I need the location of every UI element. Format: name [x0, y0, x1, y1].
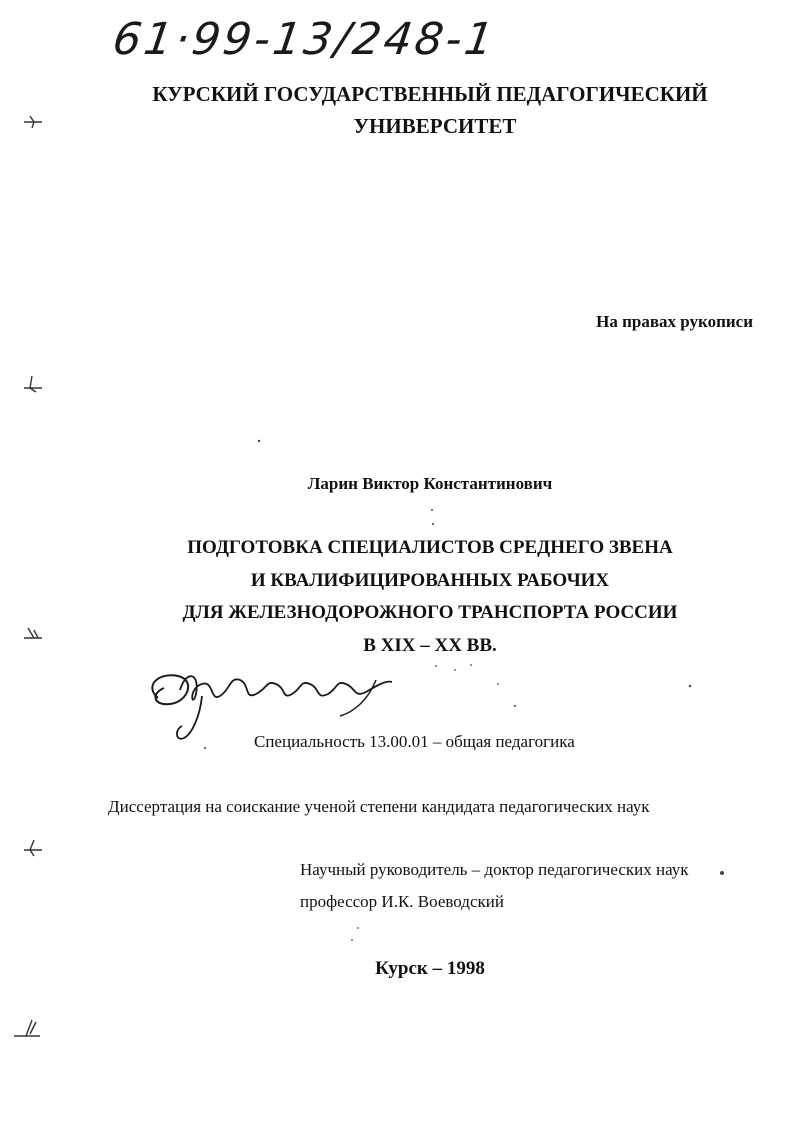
city-year: Курск – 1998	[375, 958, 485, 979]
thesis-title-line-3: ДЛЯ ЖЕЛЕЗНОДОРОЖНОГО ТРАНСПОРТА РОССИИ	[182, 602, 678, 623]
thesis-title-line-2: И КВАЛИФИЦИРОВАННЫХ РАБОЧИХ	[250, 570, 610, 591]
advisor-line-1: Научный руководитель – доктор педагогических наук	[300, 860, 689, 879]
university-name-line-2: УНИВЕРСИТЕТ	[353, 114, 517, 138]
thesis-title-line-1: ПОДГОТОВКА СПЕЦИАЛИСТОВ СРЕДНЕГО ЗВЕНА	[187, 537, 673, 558]
specialty-line: Специальность 13.00.01 – общая педагогика	[254, 732, 575, 751]
handwritten-catalog-number: 61·99-13/248-1	[109, 14, 500, 65]
margin-binding-mark	[20, 622, 46, 644]
rights-note: На правах рукописи	[596, 312, 753, 331]
margin-binding-mark	[20, 836, 46, 858]
thesis-title-line-4: В XIX – XX ВВ.	[363, 635, 497, 656]
margin-binding-mark	[20, 372, 46, 394]
margin-binding-mark	[12, 1016, 44, 1042]
advisor-line-2: профессор И.К. Воеводский	[300, 892, 504, 911]
margin-binding-mark	[20, 108, 46, 130]
dissertation-degree-line: Диссертация на соискание ученой степени кандидата педагогических наук	[108, 797, 650, 816]
author-name: Ларин Виктор Константинович	[307, 474, 553, 493]
university-name-line-1: КУРСКИЙ ГОСУДАРСТВЕННЫЙ ПЕДАГОГИЧЕСКИЙ	[152, 82, 708, 106]
